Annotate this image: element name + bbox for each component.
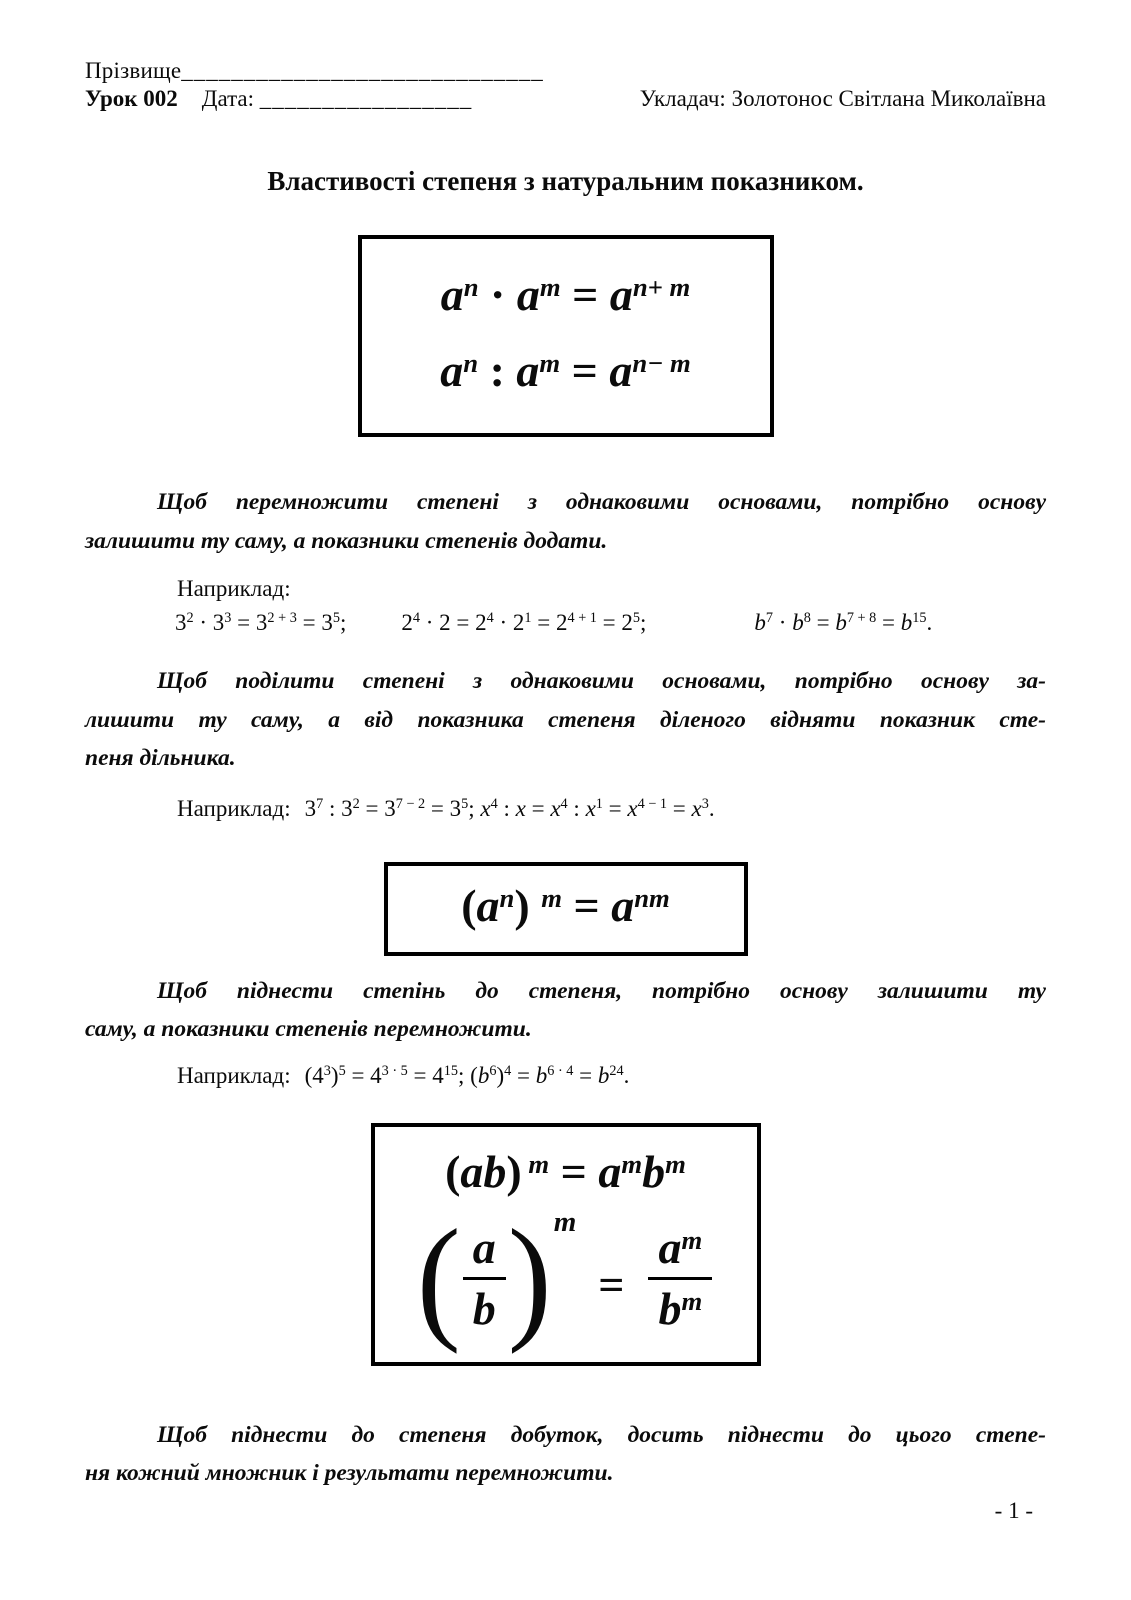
formula-power-of-product: (ab) $^m = a^mb^m$ [445,1145,686,1197]
examples-multiplication-row [85,610,1046,636]
lesson-number-label: Урок 002 [85,86,178,111]
rule-line: Щоб поділити степені з однаковими основами, потрібно основу за- [157,668,1046,694]
fraction-exponent: m [553,1205,577,1238]
rule-division-text [85,662,1046,778]
surname-label: Прізвище [85,58,182,83]
example-label: Наприклад: [177,795,291,821]
lesson-date-group [85,86,472,112]
example-power-2: $2^4 \cdot 2 = 2^4 \cdot 2^1 = 2^{4 + 1} = 2^5$; [401,610,647,635]
numerator-exponent: m [681,1224,703,1255]
rule-line: лишити ту саму, а від показника степеня діленого відняти показник сте- [85,706,1046,733]
date-label: Дата: [201,86,255,111]
denominator-exponent: m [681,1285,703,1316]
rule-power-of-product-text [85,1416,1046,1493]
surname-blank-line: _____________________________ [181,58,544,83]
example-label: Наприклад: [177,1062,291,1088]
formula-box-power-of-power [384,862,748,956]
fraction-a-over-b [463,1221,506,1334]
formula-power-of-power: $(a^n) ^m = a^{nm}$ [461,879,670,931]
rule-line: залишити ту саму, а показники степенів додати. [85,527,608,554]
formula-product-rule: $a^n \cdot a^m = a^{n+ m}$ [440,269,691,320]
rule-line: пеня дільника. [85,745,236,771]
equals-sign: = [598,1258,625,1310]
page-number: - 1 - [994,1498,1033,1523]
formula-power-of-quotient: ( $\frac{a}{b}$ ) m = $\frac{a^m}{b^m}$ [401,1225,731,1332]
examples-power-of-power-row [177,1063,1046,1089]
author-label: Укладач: Золотонос Світлана Миколаївна [639,86,1046,111]
header-surname-row [85,58,1046,84]
numerator-base: a [658,1221,682,1273]
examples-division-row [177,796,1046,822]
example-power-3: $3^2 \cdot 3^3 = 3^{2 + 3} = 3^5$; [175,610,347,635]
rule-line: Щоб піднести до степеня добуток, досить піднести до цього степе- [157,1421,1046,1448]
fraction-numerator: a [463,1225,506,1280]
rule-line: ня кожний множник і результати перемножити. [85,1460,614,1486]
page-title: Властивості степеня з натуральним показником. [267,166,864,196]
header-lesson-row [85,86,1046,112]
rule-line: Щоб перемножити степені з однаковими основами, потрібно основу [157,489,1046,515]
example-label: Наприклад: [177,576,291,601]
formula-box-product-quotient-power [371,1123,761,1366]
example-division-math: $3^7$ : $3^2 = 3^{7 - 2} = 3^5$; $x^4$ : $x = x^4$ : $x^1 = x^{4 - 1} = x^3$. [304,795,715,821]
rule-line: Щоб піднести степінь до степеня, потрібно основу залишити ту [157,977,1046,1004]
example-power-b: $b^7 \cdot b^8 = b^{7 + 8} = b^{15}$. [754,610,933,635]
fraction-denominator [648,1280,712,1332]
fraction-am-over-bm [648,1221,712,1334]
fraction-numerator [648,1221,712,1280]
rule-line: саму, а показники степенів перемножити. [85,1016,532,1042]
formula-quotient-rule: $a^n$ : $a^m = a^{n- m}$ [440,345,691,396]
denominator-base: b [658,1282,682,1334]
rule-power-of-power-text [85,972,1046,1049]
formula-box-product-quotient [358,235,774,437]
fraction-denominator: b [472,1282,496,1334]
date-blank-line: _________________ [259,86,473,111]
example-power-of-power-math: $(4^3)^5 = 4^{3 \cdot 5} = 4^{15}$; $(b^6)^4 = b^{6 \cdot 4} = b^{24}$. [304,1062,630,1088]
rule-multiplication-text [85,483,1046,560]
